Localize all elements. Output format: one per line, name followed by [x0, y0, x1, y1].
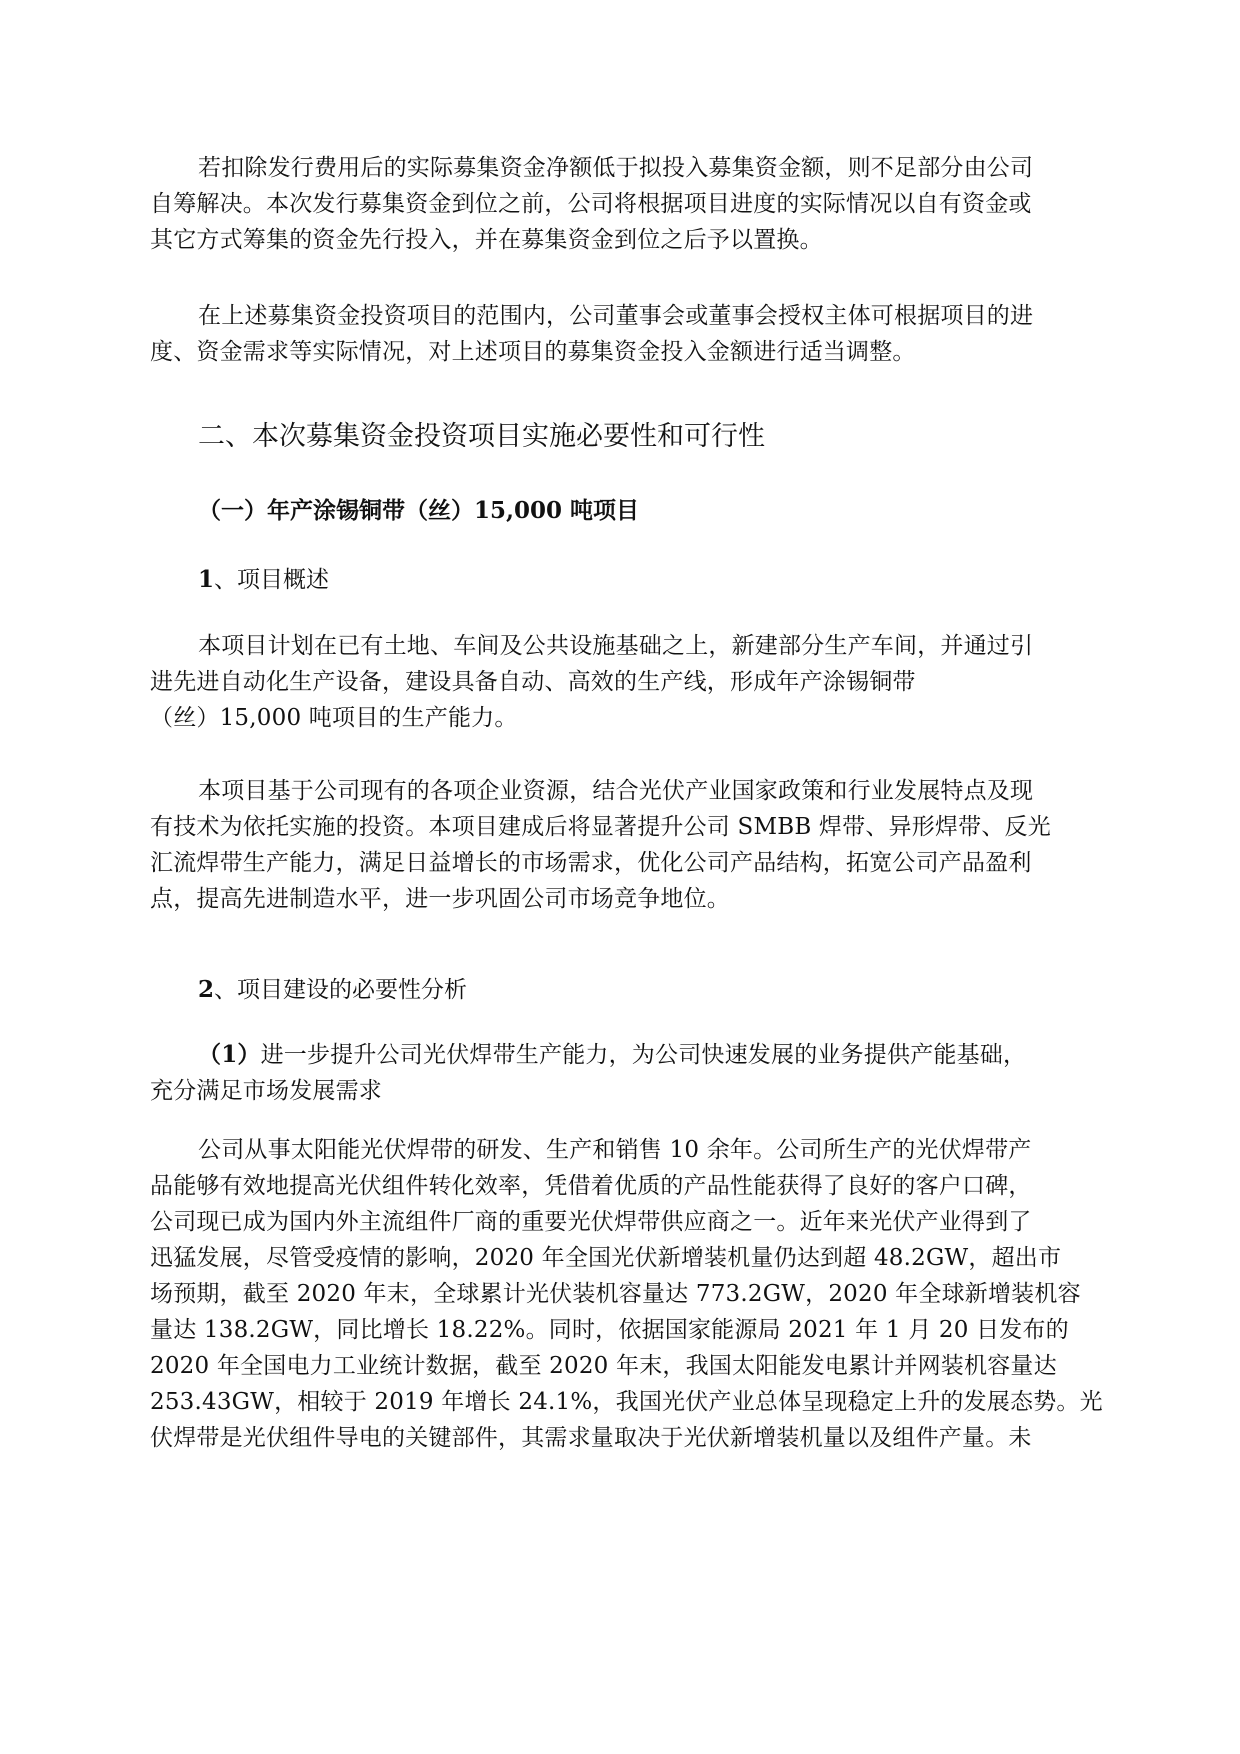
text-line: 量达 138.2GW，同比增长 18.22%。同时，依据国家能源局 2021 年 1 月 20 日发布的: [150, 1317, 1069, 1343]
paragraph-project-plan: [150, 628, 1100, 736]
text-line: 若扣除发行费用后的实际募集资金净额低于拟投入募集资金额，则不足部分由公司: [198, 155, 1034, 181]
text-line: 场预期，截至 2020 年末，全球累计光伏装机容量达 773.2GW，2020 年全球新增装机容: [150, 1281, 1081, 1307]
sub-item-heading: [150, 1037, 1100, 1109]
paragraph-market-analysis: [150, 1132, 1103, 1456]
text-line: [150, 1037, 1100, 1073]
text-line: 有技术为依托实施的投资。本项目建成后将显著提升公司 SMBB 焊带、异形焊带、反光: [150, 814, 1051, 840]
text-line: 2020 年全国电力工业统计数据，截至 2020 年末，我国太阳能发电累计并网装机容量达: [150, 1353, 1057, 1379]
text-line: 进先进自动化生产设备，建设具备自动、高效的生产线，形成年产涂锡铜带: [150, 669, 916, 695]
paragraph-fund-adjustment: [150, 298, 1100, 370]
text-line: 其它方式筹集的资金先行投入，并在募集资金到位之后予以置换。: [150, 227, 823, 253]
text-line: 迅猛发展，尽管受疫情的影响，2020 年全国光伏新增装机量仍达到超 48.2GW，超出市: [150, 1245, 1062, 1271]
subsection-heading: [198, 493, 639, 529]
item-title: 、项目建设的必要性分析: [214, 977, 468, 1003]
item-number: 2: [198, 976, 215, 1003]
text-line: 公司从事太阳能光伏焊带的研发、生产和销售 10 余年。公司所生产的光伏焊带产: [198, 1137, 1032, 1163]
section-heading: 二、本次募集资金投资项目实施必要性和可行性: [198, 421, 765, 452]
text-line: 在上述募集资金投资项目的范围内，公司董事会或董事会授权主体可根据项目的进: [198, 303, 1034, 329]
text-line: 253.43GW，相较于 2019 年增长 24.1%，我国光伏产业总体呈现稳定上升的发展态势。光: [150, 1389, 1103, 1415]
item-title: 、项目概述: [214, 567, 330, 593]
sub-item-number: （1）: [198, 1041, 261, 1068]
text-line: 点，提高先进制造水平，进一步巩固公司市场竞争地位。: [150, 886, 730, 912]
text-line: 汇流焊带生产能力，满足日益增长的市场需求，优化公司产品结构，拓宽公司产品盈利: [150, 850, 1032, 876]
text-line: 本项目计划在已有土地、车间及公共设施基础之上，新建部分生产车间，并通过引: [198, 633, 1034, 659]
item-heading-necessity: [198, 972, 467, 1008]
text-line: 本项目基于公司现有的各项企业资源，结合光伏产业国家政策和行业发展特点及现: [198, 778, 1034, 804]
paragraph-fund-shortfall: [150, 150, 1100, 258]
text-line: （丝）15,000 吨项目的生产能力。: [150, 705, 518, 731]
text-line: 公司现已成为国内外主流组件厂商的重要光伏焊带供应商之一。近年来光伏产业得到了: [150, 1209, 1032, 1235]
text-line: 伏焊带是光伏组件导电的关键部件，其需求量取决于光伏新增装机量以及组件产量。未: [150, 1425, 1032, 1451]
item-number: 1: [198, 566, 215, 593]
subsection-heading-text: （一）年产涂锡铜带（丝）15,000 吨项目: [198, 497, 640, 524]
text-line: 充分满足市场发展需求: [150, 1078, 382, 1104]
text-line: 自筹解决。本次发行募集资金到位之前，公司将根据项目进度的实际情况以自有资金或: [150, 191, 1032, 217]
item-heading-overview: [198, 562, 329, 598]
text-line: 度、资金需求等实际情况，对上述项目的募集资金投入金额进行适当调整。: [150, 339, 916, 365]
text-line: 品能够有效地提高光伏组件转化效率，凭借着优质的产品性能获得了良好的客户口碑，: [150, 1173, 1032, 1199]
sub-item-title: 进一步提升公司光伏焊带生产能力，为公司快速发展的业务提供产能基础，: [260, 1042, 1027, 1068]
paragraph-project-basis: [150, 773, 1100, 917]
